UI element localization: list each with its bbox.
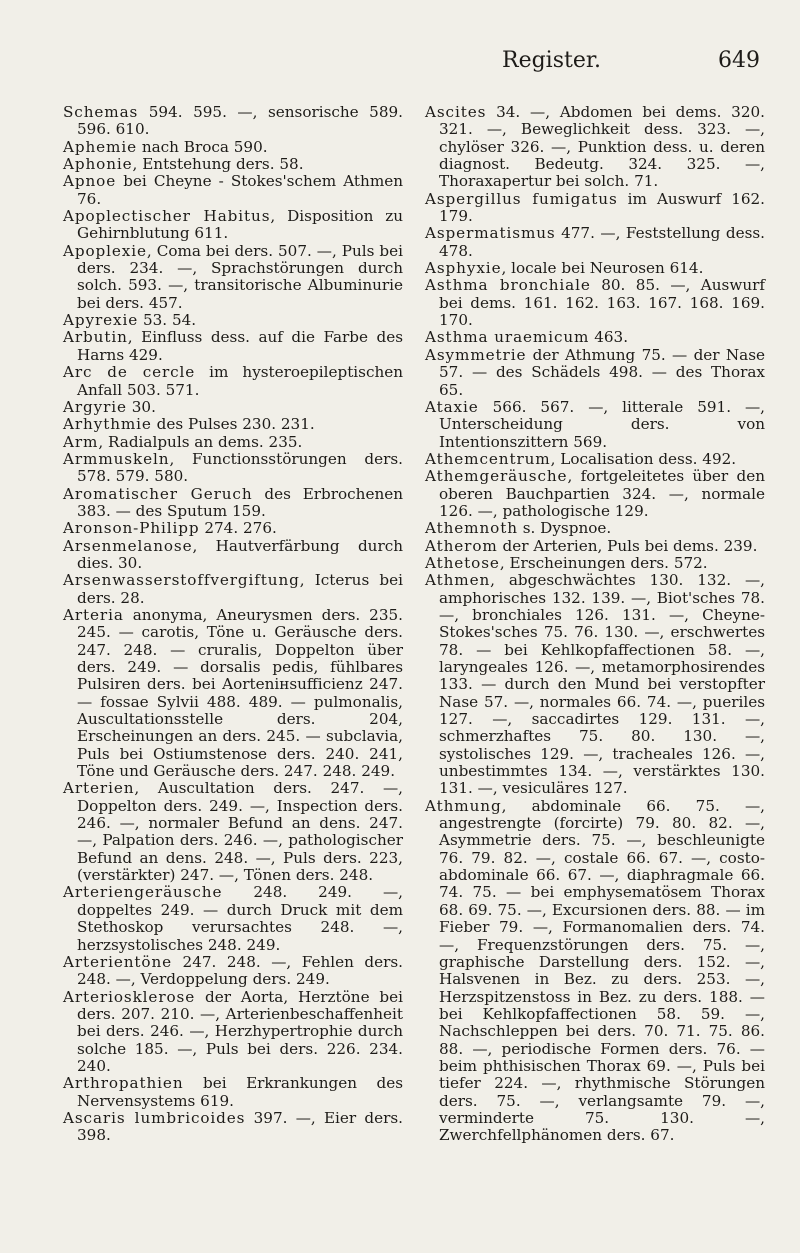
- index-entry-headword: Aspermatismus: [425, 224, 556, 243]
- index-entry: [63, 329, 403, 364]
- index-entry: [63, 208, 403, 243]
- index-entry: [425, 555, 765, 572]
- index-entry: [63, 399, 403, 416]
- index-entry: [63, 486, 403, 521]
- index-entry-references: bei Cheyne - Stokes'schem Athmen 76.: [77, 172, 403, 208]
- index-entry-references: , Localisation dess. 492.: [550, 449, 737, 468]
- index-entry-references: , Einfluss dess. auf die Farbe des Harns 429.: [77, 328, 403, 364]
- index-entry-headword: Atherom: [425, 536, 498, 555]
- index-entry-references: , Radialpuls an dems. 235.: [98, 432, 303, 451]
- index-entry: [63, 139, 403, 156]
- index-entry-references: 53. 54.: [138, 311, 197, 330]
- index-column-left: [63, 104, 403, 1145]
- index-entry-references: der Athmung 75. — der Nase 57. — des Schädels 498. — des Thorax 65.: [439, 345, 765, 399]
- index-entry: [63, 416, 403, 433]
- index-entry-references: nach Broca 590.: [137, 137, 268, 156]
- index-entry: [63, 1075, 403, 1110]
- index-entry-references: , Coma bei ders. 507. —, Puls bei ders. 234. —, Sprachstörungen durch solch. 593. —, transitorische Albuminurie bei ders. 457.: [77, 241, 403, 312]
- index-entry-references: 30.: [126, 397, 156, 416]
- index-entry-references: bei Erkrankungen des Nervensystems 619.: [77, 1074, 403, 1110]
- index-entry-headword: Apnoe: [63, 172, 117, 191]
- index-entry-headword: Athemnoth: [425, 519, 518, 538]
- index-entry-references: 34. —, Abdomen bei dems. 320. 321. —, Beweglichkeit dess. 323. —, chylöser 326. —, Punktion dess. u. deren diagnost. Bedeutg. 324. 325. —, Thoraxapertur bei solch. 71.: [439, 103, 765, 191]
- index-entry-references: anonyma, Aneurysmen ders. 235. 245. — carotis, Töne u. Geräusche ders. 247. 248. — cruralis, Doppelton über ders. 249. — dorsalis pedis, fühlbares Pulsiren ders. bei Aortenінsufficienz 247. — fossae Sylvii 488. 489. — pulmonalis, Auscultationsstelle ders. 204, Erscheinungen an ders. 245. — subclavia, Puls bei Ostiumstenose ders. 240. 241, Töne und Geräusche ders. 247. 248. 249.: [77, 605, 403, 781]
- index-entry-references: 463.: [589, 328, 629, 347]
- index-entry-headword: Athemcentrum: [425, 449, 551, 468]
- index-entry-references: 248. 249. —, doppeltes 249. — durch Druck mit dem Stethoskop verursachtes 248. —, herzsystolisches 248. 249.: [77, 883, 403, 954]
- index-entry-headword: Aspergillus fumigatus: [425, 189, 618, 208]
- index-entry-headword: Asthma bronchiale: [425, 276, 591, 295]
- index-entry-headword: Athmen: [425, 571, 491, 590]
- index-entry-headword: Arm: [63, 432, 99, 451]
- index-entry-references: der Arterien, Puls bei dems. 239.: [497, 536, 758, 555]
- index-entry-references: , Hautverfärbung durch dies. 30.: [77, 536, 403, 572]
- index-entry: [63, 884, 403, 953]
- index-entry-headword: Asphyxie: [425, 259, 502, 278]
- index-entry-headword: Asymmetrie: [425, 345, 527, 364]
- index-entry-headword: Arsenwasserstoffvergiftung: [63, 571, 300, 590]
- index-entry: [425, 572, 765, 797]
- index-entry-headword: Apyrexie: [63, 311, 139, 330]
- index-entry: [63, 243, 403, 312]
- page-number: 649: [718, 48, 760, 73]
- index-entry-references: 80. 85. —, Auswurf bei dems. 161. 162. 163. 167. 168. 169. 170.: [439, 276, 765, 330]
- index-entry: [63, 572, 403, 607]
- index-entry-references: , Icterus bei ders. 28.: [77, 571, 403, 607]
- index-entry-references: , abgeschwächtes 130. 132. —, amphorisches 132. 139. —, Biot'sches 78. —, bronchiales 126. 131. —, Cheyne-Stokes'sches 75. 76. 130. —, erschwertes 78. — bei Kehlkopfaffectionen 58. —, laryngeales 126. —, metamorphosirendes 133. — durch den Mund bei verstopfter Nase 57. —, normales 66. 74. —, pueriles 127. —, saccadirtes 129. 131. —, schmerzhaftes 75. 80. 130. —, systolisches 129. —, tracheales 126. —, unbestimmtes 134. —, verstärktes 130. 131. —, vesiculäres 127.: [439, 571, 765, 798]
- index-entry: [63, 780, 403, 884]
- index-entry: [63, 156, 403, 173]
- index-entry-headword: Apoplexie: [63, 241, 147, 260]
- index-entry-headword: Arterientöne: [63, 952, 173, 971]
- index-entry-references: 274. 276.: [199, 519, 277, 538]
- index-entry-headword: Arterien: [63, 779, 135, 798]
- index-entry: [425, 520, 765, 537]
- index-entry: [425, 468, 765, 520]
- index-entry: [63, 520, 403, 537]
- index-entry-headword: Ascites: [425, 103, 487, 121]
- index-entry-headword: Arthropathien: [63, 1074, 184, 1093]
- index-entry: [425, 451, 765, 468]
- index-entry-references: 397. —, Eier ders. 398.: [77, 1108, 403, 1145]
- index-entry: [63, 607, 403, 780]
- index-entry-references: , abdominale 66. 75. —, angestrengte (forcirte) 79. 80. 82. —, Asymmetrie ders. 75. —, beschleunigte 76. 79. 82. —, costale 66. 67. —, costo-abdominale 66. 67. —, diaphragmale 66. 74. 75. — bei emphysematösem Thorax 68. 69. 75. —, Excursionen ders. 88. — im Fieber 79. —, Formanomalien ders. 74. —, Frequenzstörungen ders. 75. —, graphische Darstellung ders. 152. —, Halsvenen in Bez. zu ders. 253. —, Herzspitzenstoss in Bez. zu ders. 188. — bei Kehlkopfaffectionen 58. 59. —, Nachschleppen bei ders. 70. 71. 75. 86. 88. —, periodische Formen ders. 76. — beim phthisischen Thorax 69. —, Puls bei tiefer 224. —, rhythmische Störungen ders. 75. —, verlangsamte 79. —, verminderte 75. 130. —, Zwerchfellphänomen ders. 67.: [439, 796, 765, 1145]
- index-entry: [63, 364, 403, 399]
- index-entry-references: , Disposition zu Gehirnblutung 611.: [77, 207, 403, 243]
- running-title: Register.: [502, 48, 601, 73]
- index-entry-references: im hysteroepileptischen Anfall 503. 571.: [77, 363, 404, 399]
- index-entry-references: 477. —, Feststellung dess. 478.: [439, 224, 765, 260]
- index-entry-headword: Argyrie: [63, 397, 127, 416]
- index-entry-headword: Aphemie: [63, 137, 138, 156]
- index-entry-headword: Arteriengeräusche: [63, 883, 223, 902]
- index-entry-headword: Ataxie: [425, 397, 479, 416]
- index-entry-headword: Aronson-Philipp: [63, 519, 200, 538]
- index-entry-headword: Arsenmelanose: [63, 536, 193, 555]
- index-entry: [425, 399, 765, 451]
- index-entry-headword: Arbutin: [63, 328, 128, 347]
- index-entry: [63, 434, 403, 451]
- index-entry: [425, 347, 765, 399]
- index-entry-headword: Schemas: [63, 103, 139, 121]
- index-entry-headword: Athemgeräusche: [425, 467, 568, 486]
- index-entry-headword: Athetose: [425, 553, 500, 572]
- index-entry-references: 594. 595. —, sensorische 589. 596. 610.: [77, 103, 403, 139]
- index-entry: [425, 798, 765, 1145]
- index-entry-headword: Arhythmie: [63, 415, 152, 434]
- index-entry: [63, 451, 403, 486]
- index-entry: [63, 954, 403, 989]
- index-entry: [425, 277, 765, 329]
- index-entry: [63, 989, 403, 1076]
- index-entry: [425, 329, 765, 346]
- index-entry-headword: Arteria: [63, 605, 124, 624]
- index-entry-references: des Pulses 230. 231.: [151, 415, 315, 434]
- index-entry-references: der Aorta, Herztöne bei ders. 207. 210. —, Arterienbeschaffenheit bei ders. 246. —, Herzhypertrophie durch solche 185. —, Puls bei ders. 226. 234. 240.: [77, 987, 403, 1075]
- index-entry-headword: Aphonie: [63, 155, 133, 174]
- index-entry-headword: Arc de cercle: [63, 363, 196, 382]
- index-entry-references: , Entstehung ders. 58.: [132, 155, 304, 174]
- index-entry: [425, 538, 765, 555]
- index-entry-references: im Auswurf 162. 179.: [439, 189, 766, 226]
- index-entry: [63, 312, 403, 329]
- page-header: [0, 48, 800, 78]
- index-entry-headword: Ascaris lumbricoides: [63, 1108, 246, 1127]
- index-entry: [425, 191, 765, 226]
- index-entry-references: , fortgeleitetes über den oberen Bauchpartien 324. —, normale 126. —, pathologische 129.: [439, 467, 765, 520]
- index-entry-references: 566. 567. —, litterale 591. —, Unterscheidung ders. von Intentionszittern 569.: [439, 397, 765, 451]
- index-entry: [63, 173, 403, 208]
- index-entry: [63, 1110, 403, 1145]
- index-entry-headword: Athmung: [425, 796, 502, 815]
- index-entry-headword: Arteriosklerose: [63, 987, 196, 1006]
- index-entry-references: des Erbrochenen 383. — des Sputum 159.: [77, 484, 403, 520]
- index-entry-headword: Apoplectischer Habitus: [63, 207, 271, 226]
- index-entry-references: , locale bei Neurosen 614.: [501, 259, 704, 278]
- index-entry-references: , Erscheinungen ders. 572.: [499, 553, 708, 572]
- index-entry: [63, 104, 403, 139]
- index-entry-headword: Asthma uraemicum: [425, 328, 590, 347]
- index-entry-headword: Aromatischer Geruch: [63, 484, 253, 503]
- index-entry: [425, 104, 765, 191]
- index-entry-references: 247. 248. —, Fehlen ders. 248. —, Verdoppelung ders. 249.: [77, 952, 403, 989]
- index-entry-references: s. Dyspnoe.: [517, 519, 612, 538]
- index-entry: [425, 260, 765, 277]
- index-entry-references: , Functionsstörungen ders. 578. 579. 580.: [77, 449, 403, 486]
- index-entry: [63, 538, 403, 573]
- index-column-right: [425, 104, 765, 1145]
- index-entry: [425, 225, 765, 260]
- index-entry-headword: Armmuskeln: [63, 449, 170, 468]
- index-entry-references: , Auscultation ders. 247. —, Doppelton ders. 249. —, Inspection ders. 246. —, normaler Befund an dens. 247. —, Palpation ders. 246. —, pathologischer Befund an dens. 248. —, Puls ders. 223, (verstärkter) 247. —, Tönen ders. 248.: [77, 779, 403, 885]
